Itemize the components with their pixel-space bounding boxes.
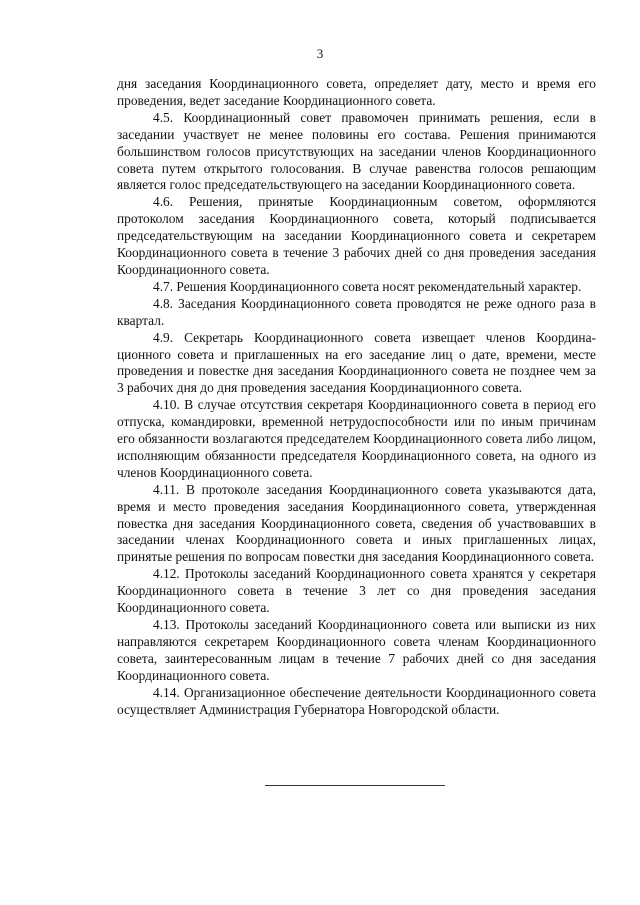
paragraph-4-13: 4.13. Протоколы заседаний Координационного совета или выписки из них направляются секретарем Координационного совета членам Координационного совета, заинтересованным лицам в течение 7 рабочих дней со дня заседания Координационного совета. [117, 617, 596, 683]
page-number: 3 [316, 46, 324, 61]
paragraph-4-10: 4.10. В случае отсутствия секретаря Координационного совета в период его отпуска, командировки, временной нетрудоспособности или по иным причинам его обязанности возлагаются председателем Координационного совета либо лицом, исполняющим обязанности председателя Координационного совета, на одного из членов Координационного совета. [117, 397, 596, 480]
paragraph-4-9: 4.9. Секретарь Координационного совета извещает членов Координационного совета и приглашенных на его заседание лиц о дате, времени, месте проведения и повестке дня заседания Координационного совета не позднее чем за 3 рабочих дня до дня проведения заседания Координационного совета. [117, 329, 596, 396]
paragraph-4-14: 4.14. Организационное обеспечение деятельности Координационного совета осуществляет Администрация Губернатора Новгородской области. [117, 684, 596, 717]
paragraph-4-8: 4.8. Заседания Координационного совета проводятся не реже одного раза в квартал. [117, 295, 596, 328]
paragraph-continuation: дня заседания Координационного совета, определяет дату, место и время его проведения, ведет заседание Координационного совета. [117, 76, 596, 108]
paragraph-4-11: 4.11. В протоколе заседания Координационного совета указываются дата, время и место проведения заседания Координационного совета, утвержденная повестка дня заседания Координационного совета, сведения об участвовавших в заседании членах Координационного совета и иных приглашенных лицах, принятые решения по вопросам повестки дня заседания Координационного совета. [117, 481, 596, 565]
paragraph-4-7: 4.7. Решения Координационного совета носят рекомендательный характер. [153, 278, 582, 294]
paragraph-4-5: 4.5. Координационный совет правомочен принимать решения, если в заседании участвует не менее половины его состава. Решения принимаются большинством голосов присутствующих на заседании членов Координационного совета путем открытого голосования. В случае равенства голосов решающим является голос председательствующего на заседании Координационного совета. [117, 109, 596, 193]
end-divider-line [265, 785, 445, 786]
document-body [117, 76, 596, 718]
paragraph-4-6: 4.6. Решения, принятые Координационным советом, оформляются протоколом заседания Координационного совета, который подписывается председательствующим на заседании Координационного совета и секретарем Координационного совета в течение 3 рабочих дней со дня проведения заседания Координационного совета. [117, 194, 596, 277]
paragraph-4-12: 4.12. Протоколы заседаний Координационного совета хранятся у секретаря Координационного совета в течение 3 лет со дня проведения заседания Координационного совета. [117, 566, 596, 616]
